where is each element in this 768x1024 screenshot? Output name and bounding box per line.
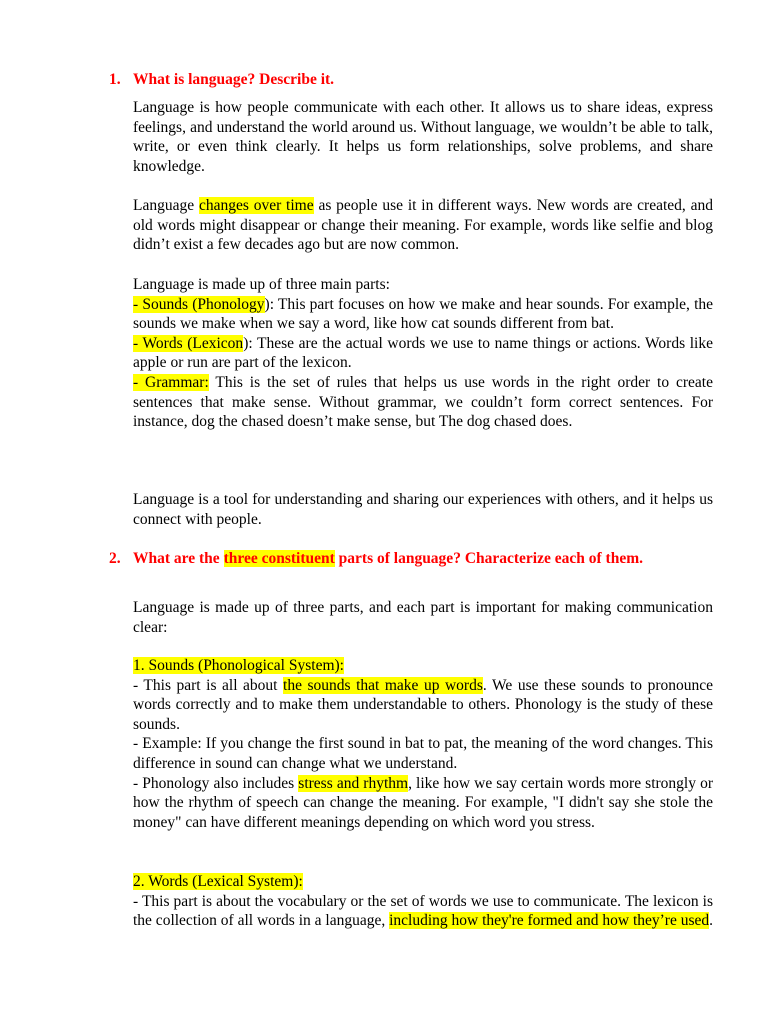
- paragraph-three-parts-intro: Language is made up of three parts, and each part is important for making communication clear:: [133, 599, 713, 636]
- text-segment: . We use these sounds to pronounce words correctly and to make them understandable to others. Phonology is the study of these sounds.: [133, 676, 714, 733]
- part-sounds: [133, 295, 713, 334]
- highlight-sounds-heading: 1. Sounds (Phonological System):: [133, 657, 344, 674]
- part-grammar: [133, 373, 713, 432]
- text-segment: parts of language? Characterize each of them.: [334, 550, 643, 567]
- sounds-description: [133, 676, 713, 735]
- highlight-changes-over-time: changes over time: [198, 197, 314, 214]
- text-segment: , like how we say certain words more strongly or how the rhythm of speech can change the meaning. For example, "I didn't say she stole the money" can have different meanings depending on which word you stress.: [133, 774, 713, 831]
- words-description: [133, 892, 713, 931]
- text-segment: ): This part focuses on how we make and hear sounds. For example, the sounds we make when we say a word, like how cat sounds different from bat.: [133, 295, 714, 333]
- text-segment: What are the: [133, 550, 224, 567]
- question-2-heading: [109, 549, 713, 569]
- part-words: [133, 334, 713, 373]
- question-1-number: 1.: [109, 71, 121, 88]
- text-segment: ): These are the actual words we use to name things or actions. Words like apple or run are part of the lexicon.: [133, 334, 713, 372]
- paragraph-tool: Language is a tool for understanding and sharing our experiences with others, and it helps us connect with people.: [133, 491, 713, 528]
- paragraph-three-parts: [133, 275, 713, 432]
- section-words: [133, 872, 713, 931]
- text-segment: This is the set of rules that helps us use words in the right order to create sentences that make sense. Without grammar, we couldn’t form correct sentences. For instance, dog the chased doesn’t make sense, but The dog chased does.: [133, 373, 713, 431]
- text-segment: Language: [133, 197, 199, 214]
- text-segment: - Phonology also includes: [133, 774, 299, 792]
- text-segment: as people use it in different ways. New words are created, and old words might disappear or change their meaning. For example, words like selfie and blog didn’t exist a few decades ago but are now common.: [133, 197, 713, 254]
- highlight-three-constituent: three constituent: [223, 550, 335, 567]
- highlight-grammar: - Grammar:: [133, 373, 209, 391]
- highlight-words: - Words (Lexicon: [133, 334, 244, 352]
- section-sounds: [133, 656, 713, 832]
- paragraph-change-over-time: [133, 196, 713, 255]
- sounds-example: - Example: If you change the first sound in bat to pat, the meaning of the word changes. This difference in sound can change what we understand.: [133, 735, 713, 772]
- paragraph-definition: Language is how people communicate with each other. It allows us to share ideas, express feelings, and understand the world around us. Without language, we wouldn’t be able to talk, write, or even think clearly. It helps us form relationships, solve problems, and share knowledge.: [133, 99, 713, 175]
- question-2-number: 2.: [109, 550, 121, 567]
- highlight-words-heading: 2. Words (Lexical System):: [133, 873, 303, 890]
- highlight-stress-and-rhythm: stress and rhythm: [298, 774, 409, 792]
- section-words-heading: [133, 872, 713, 892]
- highlight-formed-and-used: including how they're formed and how they’re used: [389, 912, 710, 930]
- sounds-stress-rhythm: [133, 774, 713, 833]
- three-parts-intro: Language is made up of three main parts:: [133, 276, 390, 293]
- question-1-title: What is language? Describe it.: [133, 71, 335, 88]
- text-segment: .: [709, 912, 714, 930]
- highlight-sounds-make-up-words: the sounds that make up words: [283, 676, 483, 694]
- question-1-heading: [109, 70, 713, 90]
- section-sounds-heading: [133, 656, 713, 676]
- text-segment: - This part is all about: [133, 676, 284, 694]
- question-2-title: [133, 549, 713, 569]
- text-segment: - This part is about the vocabulary or the set of words we use to communicate. The lexicon is the collection of all words in a language,: [133, 892, 713, 930]
- highlight-sounds: - Sounds (Phonology: [133, 295, 265, 313]
